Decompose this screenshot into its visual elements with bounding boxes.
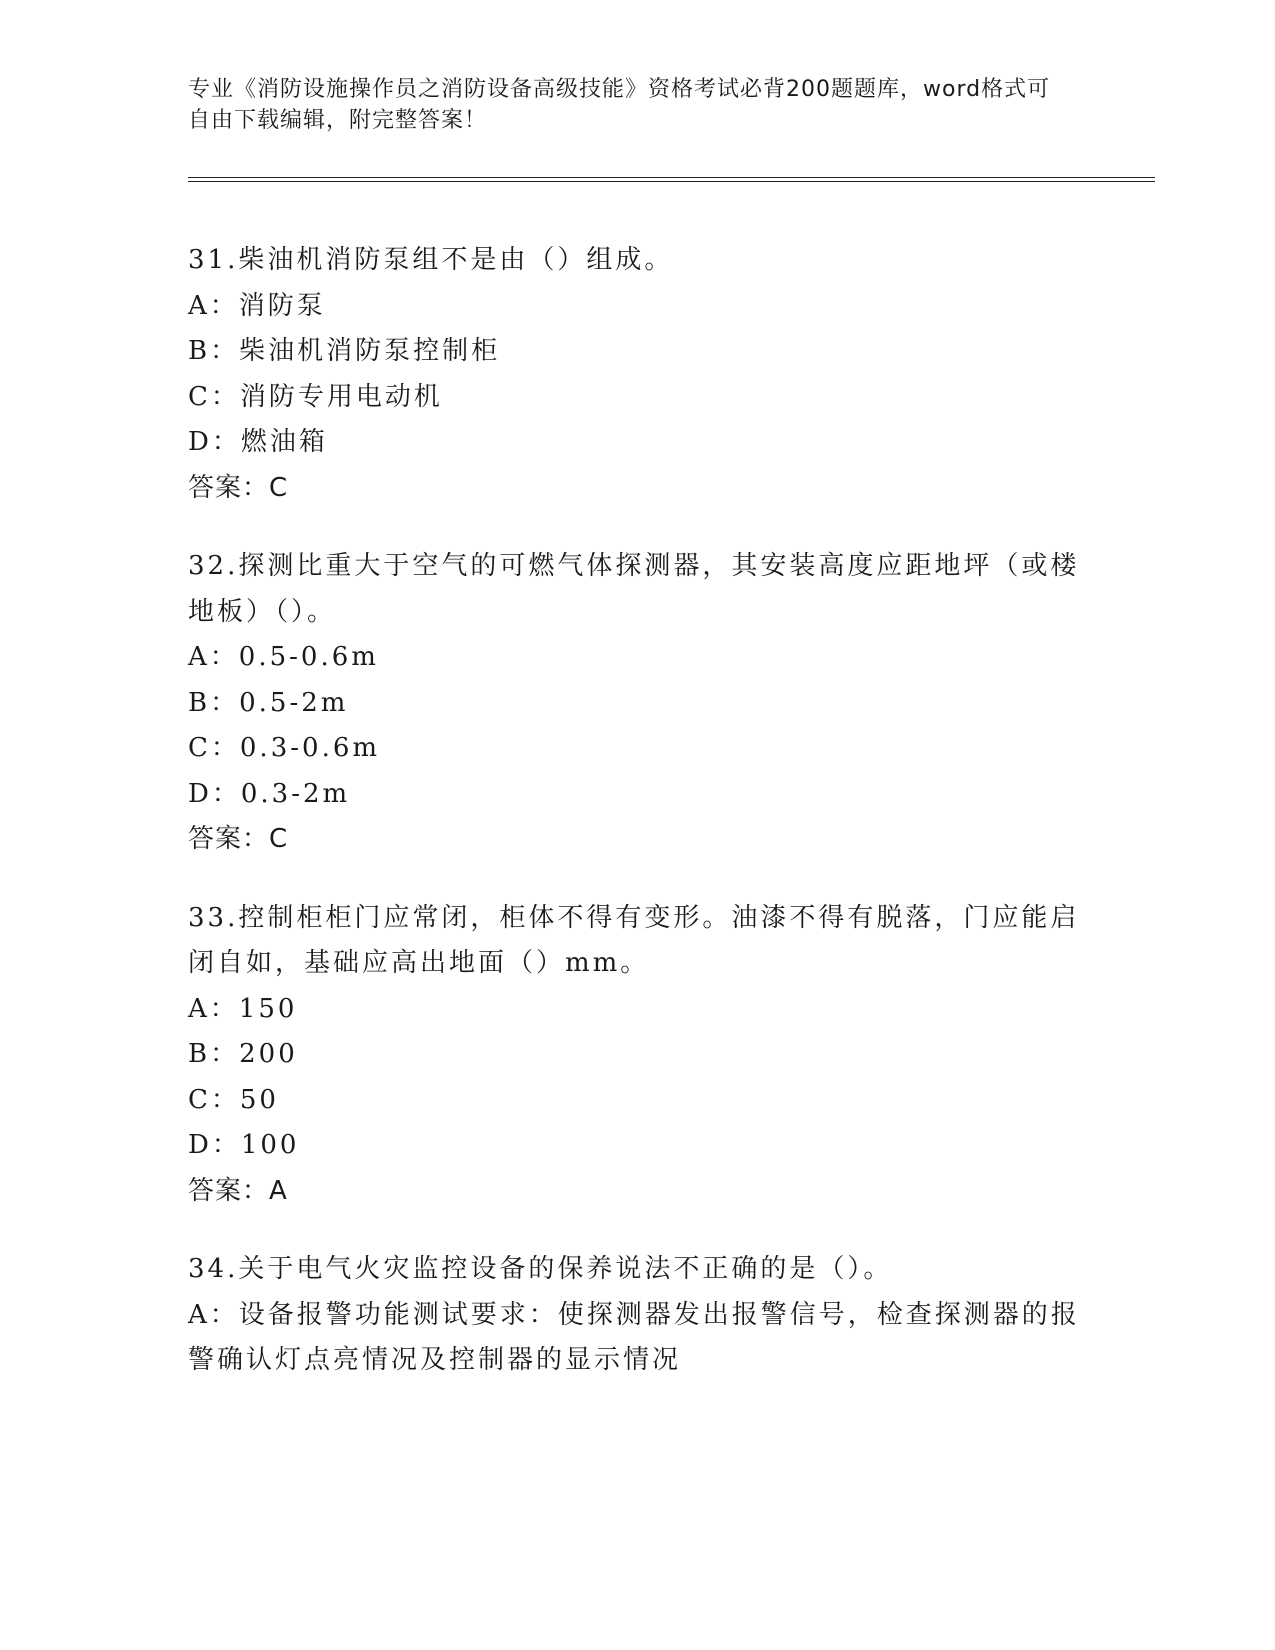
option-b: B：0.5-2m <box>188 687 349 718</box>
option-a: A：消防泵 <box>188 290 326 321</box>
option-d: D：0.3-2m <box>188 778 351 809</box>
question-stem: 32.探测比重大于空气的可燃气体探测器，其安装高度应距地坪（或楼地板）（）。 <box>188 551 1080 627</box>
option-c: C：0.3-0.6m <box>188 733 381 763</box>
option-a: A：0.5-0.6m <box>188 642 379 672</box>
option-a: A：设备报警功能测试要求：使探测器发出报警信号，检查探测器的报警确认灯点亮情况及控制器的显示情况 <box>188 1299 1080 1375</box>
question-33 <box>188 896 1088 1215</box>
question-34 <box>188 1247 1088 1384</box>
option-d: D：100 <box>188 1130 300 1160</box>
document-header: 专业《消防设施操作员之消防设备高级技能》资格考试必背200题题库，word格式可自由下载编辑，附完整答案！ <box>188 77 1051 133</box>
answer-line: 答案：C <box>188 824 289 854</box>
option-d: D：燃油箱 <box>188 427 328 457</box>
option-b: B：200 <box>188 1039 298 1069</box>
option-b: B：柴油机消防泵控制柜 <box>188 336 501 366</box>
question-32 <box>188 544 1088 863</box>
question-stem: 31.柴油机消防泵组不是由（）组成。 <box>188 245 674 275</box>
option-c: C：消防专用电动机 <box>188 381 443 412</box>
question-stem: 34.关于电气火灾监控设备的保养说法不正确的是（）。 <box>188 1254 893 1284</box>
question-31 <box>188 238 1088 511</box>
answer-line: 答案：A <box>188 1175 288 1206</box>
question-list <box>188 238 1088 1417</box>
question-stem: 33.控制柜柜门应常闭，柜体不得有变形。油漆不得有脱落，门应能启闭自如，基础应高出地面（）mm。 <box>188 902 1080 978</box>
option-a: A：150 <box>188 993 298 1024</box>
answer-line: 答案：C <box>188 472 289 503</box>
header-divider <box>188 177 1155 182</box>
option-c: C：50 <box>188 1084 279 1115</box>
